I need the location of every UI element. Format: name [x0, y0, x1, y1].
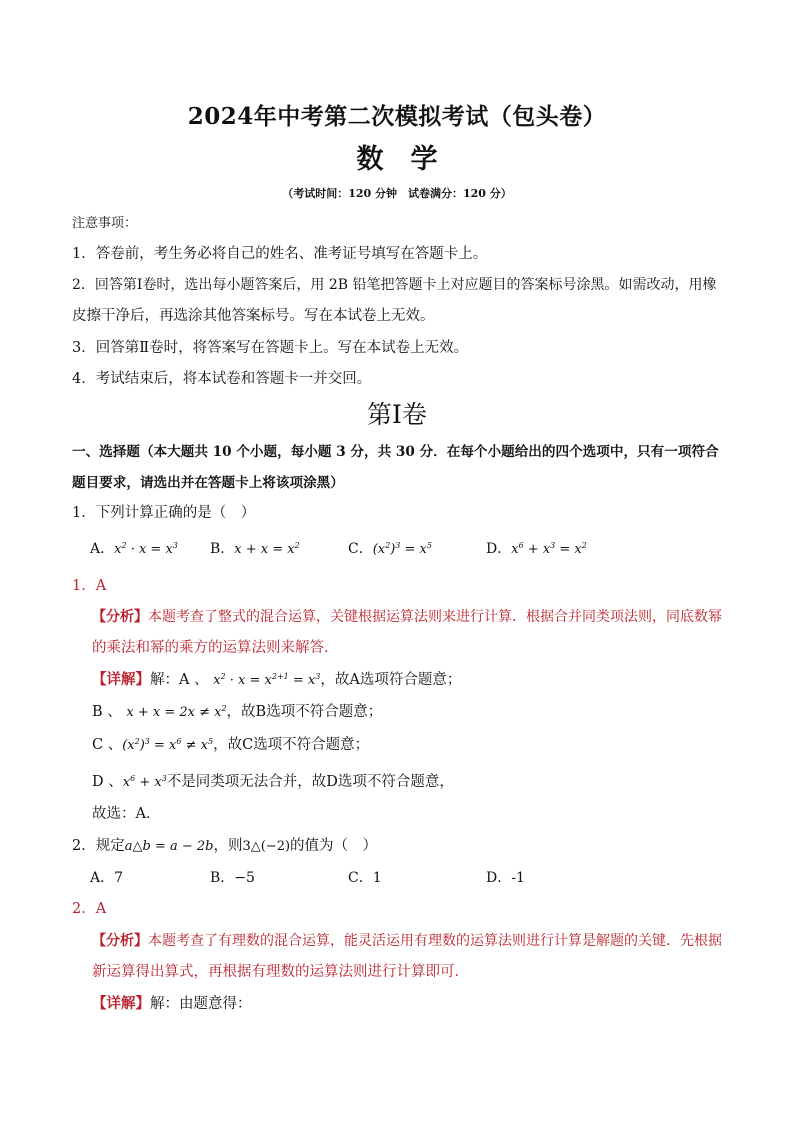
q1-option-b-label: B．: [210, 541, 235, 557]
q2-option-a: A．7: [90, 870, 124, 886]
q1-detail-a: [92, 670, 461, 691]
q2-detail-tag: 【详解】: [92, 995, 150, 1012]
q1-option-d-expr: $x^6 + x^3 = x^2$: [511, 541, 587, 557]
q1-detail-a-prefix: 解：A 、: [150, 672, 209, 688]
q1-stem: 1．下列计算正确的是（ ）: [72, 505, 256, 521]
q1-detail-d-expr: $x^6 + x^3$: [122, 774, 167, 790]
q2-answer: 2．A: [72, 901, 107, 917]
q2-option-c: C．1: [348, 870, 382, 886]
q2-operation-def: a△b = a − 2b: [124, 839, 214, 854]
q1-detail-c-expr: $(x^2)^3 = x^6 \ne x^5$: [122, 737, 214, 753]
volume-title: 第Ⅰ卷: [367, 400, 427, 429]
q1-option-b-expr: $x + x = x^2$: [234, 541, 300, 557]
q2-analysis-text-1: 本题考查了有理数的混合运算，能灵活运用有理数的运算法则进行计算是解题的关键．先根据: [148, 933, 722, 949]
q1-detail-b-expr: $x + x = 2x \ne x^2$: [126, 704, 227, 720]
exam-title: 2024年中考第二次模拟考试（包头卷）: [187, 103, 607, 130]
q1-answer: 1．A: [72, 578, 107, 594]
q1-analysis-text-1: 本题考查了整式的混合运算，关键根据运算法则来进行计算．根据合并同类项法则，同底数幂: [148, 609, 722, 625]
q2-detail: [92, 994, 252, 1014]
q1-option-a-label: A．: [90, 541, 115, 557]
q1-option-a: [90, 539, 178, 560]
notice-item-1: 1．答卷前，考生务必将自己的姓名、准考证号填写在答题卡上。: [72, 246, 488, 262]
q1-conclusion: 故选：A．: [92, 806, 161, 822]
q1-detail-b-prefix: B 、: [92, 704, 122, 720]
q2-operation-expr: 3△(−2): [242, 839, 291, 854]
q2-option-d: D．-1: [486, 870, 525, 886]
q1-detail-a-suffix: ，故A选项符合题意；: [320, 672, 462, 688]
subject-title: 数 学: [356, 144, 438, 175]
q1-analysis-line-1: [92, 607, 722, 627]
q1-detail-d-prefix: D 、: [92, 774, 123, 790]
q2-stem-suffix: 的值为（ ）: [290, 838, 378, 854]
q2-analysis-line-2: 新运算得出算式，再根据有理数的运算法则进行计算即可．: [92, 964, 469, 980]
q1-analysis-tag: 【分析】: [92, 609, 148, 625]
q1-detail-d: [92, 772, 454, 793]
q2-analysis-tag: 【分析】: [92, 933, 148, 949]
q1-analysis-line-2: 的乘法和幂的乘方的运算法则来解答．: [92, 640, 339, 656]
q1-option-d: [486, 539, 587, 560]
time-info: （考试时间：120 分钟 试卷满分：120 分）: [282, 187, 512, 200]
q1-option-c-label: C．: [348, 541, 373, 557]
section-1-line-2: 题目要求，请选出并在答题卡上将该项涂黑）: [72, 475, 344, 491]
q1-detail-c-suffix: ，故C选项不符合题意；: [213, 737, 370, 753]
q1-detail-d-suffix: 不是同类项无法合并，故D选项不符合题意，: [166, 774, 454, 790]
notice-item-2b: 皮擦干净后，再选涂其他答案标号。写在本试卷上无效。: [72, 308, 435, 324]
q2-detail-text: 解：由题意得：: [150, 996, 252, 1012]
notice-heading: 注意事项：: [72, 216, 138, 231]
q2-analysis-line-1: [92, 931, 722, 951]
q2-stem-mid: ，则: [213, 838, 243, 854]
q1-detail-tag: 【详解】: [92, 671, 150, 688]
q1-detail-c-prefix: C 、: [92, 737, 123, 753]
q1-option-d-label: D．: [486, 541, 512, 557]
q1-option-a-expr: $x^2 \cdot x = x^3$: [114, 541, 178, 557]
q2-stem-prefix: 2．规定: [72, 838, 125, 854]
section-1-line-1: 一、选择题（本大题共 10 个小题，每小题 3 分，共 30 分．在每个小题给出的四个选项中，只有一项符合: [72, 444, 719, 460]
q1-detail-b: [92, 702, 382, 723]
q1-detail-a-expr: $x^2 \cdot x = x^{2+1} = x^3$: [213, 672, 321, 688]
q1-option-c-expr: $(x^2)^3 = x^5$: [372, 541, 432, 557]
q1-option-b: [210, 539, 300, 560]
q2-stem: [72, 836, 377, 857]
q2-option-b: B．−5: [210, 870, 255, 886]
notice-item-3: 3．回答第Ⅱ卷时，将答案写在答题卡上。写在本试卷上无效。: [72, 340, 469, 356]
q1-detail-b-suffix: ，故B选项不符合题意；: [226, 704, 383, 720]
q1-option-c: [348, 539, 432, 560]
q1-detail-c: [92, 735, 369, 756]
notice-item-4: 4．考试结束后，将本试卷和答题卡一并交回。: [72, 371, 372, 387]
notice-item-2a: 2．回答第Ⅰ卷时，选出每小题答案后，用 2B 铅笔把答题卡上对应题目的答案标号涂黑。如需改动，用橡: [72, 277, 717, 293]
